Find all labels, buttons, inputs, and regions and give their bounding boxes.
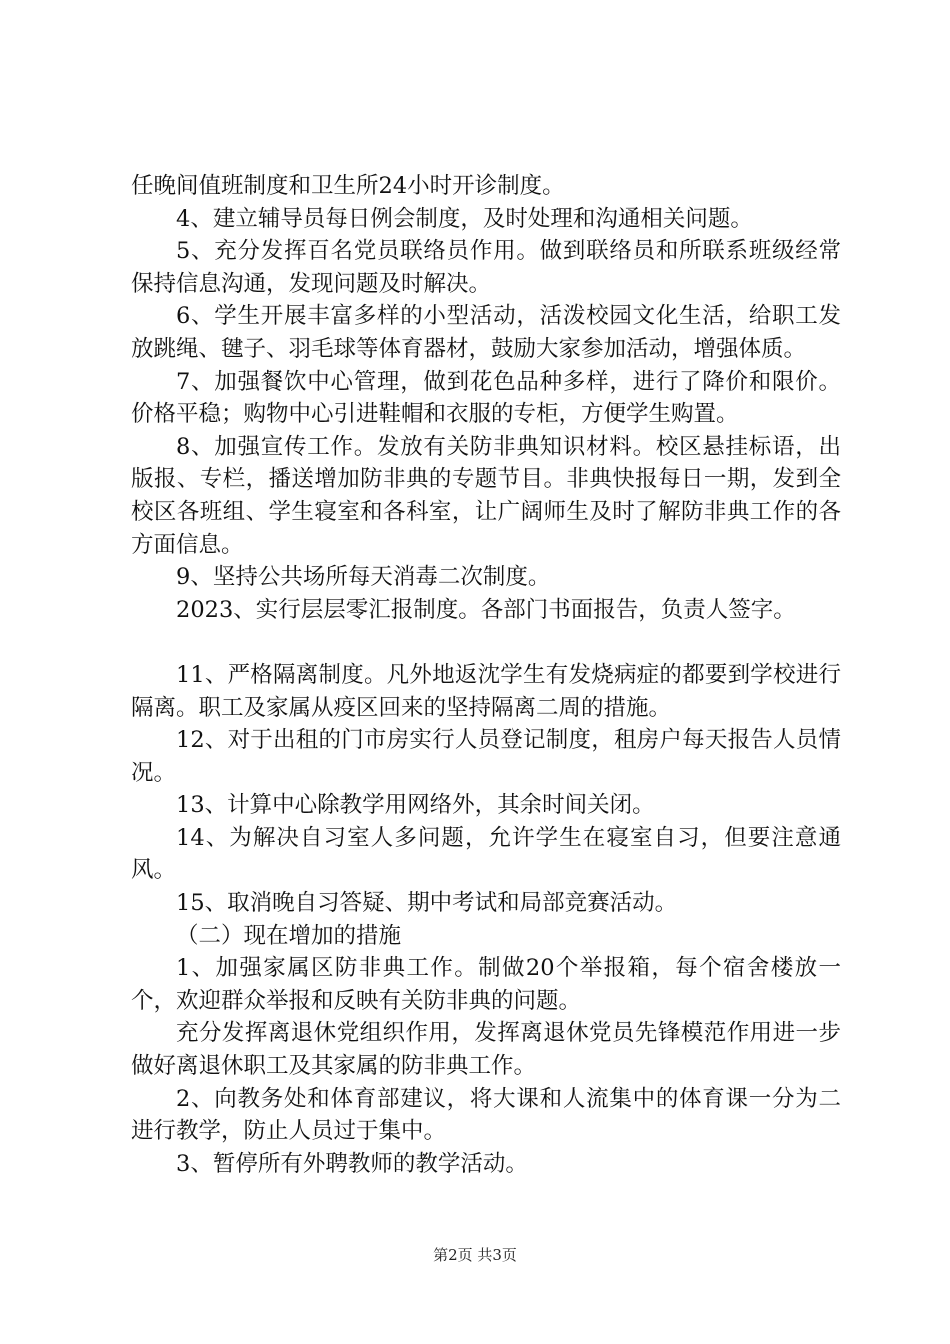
paragraph-12: 14、为解决自习室人多问题，允许学生在寝室自习，但要注意通风。 — [131, 824, 841, 884]
paragraph-5: 7、加强餐饮中心管理，做到花色品种多样，进行了降价和限价。价格平稳；购物中心引进鞋帽和衣服的专柜，方便学生购置。 — [131, 368, 841, 428]
paragraph-11: 13、计算中心除教学用网络外，其余时间关闭。 — [176, 792, 655, 819]
paragraph-10: 12、对于出租的门市房实行人员登记制度，租房户每天报告人员情况。 — [131, 727, 841, 786]
paragraph-6: 8、加强宣传工作。发放有关防非典知识材料。校区悬挂标语，出版报、专栏，播送增加防非典的专题节目。非典快报每日一期，发到全校区各班组、学生寝室和各科室，让广阔师生及时了解防非典工作的各方面信息。 — [131, 433, 841, 558]
paragraph-15: 1、加强家属区防非典工作。制做20个举报箱，每个宿舍楼放一个，欢迎群众举报和反映有关防非典的问题。 — [131, 955, 841, 1014]
paragraph-13: 15、取消晚自习答疑、期中考试和局部竞赛活动。 — [176, 890, 678, 917]
page-number-footer: 第2页 共3页 — [433, 1246, 517, 1264]
paragraph-7: 9、坚持公共场所每天消毒二次制度。 — [176, 564, 551, 591]
paragraph-4: 6、学生开展丰富多样的小型活动，活泼校园文化生活，给职工发放跳绳、毽子、羽毛球等体育器材，鼓励大家参加活动，增强体质。 — [131, 303, 841, 362]
paragraph-8: 2023、实行层层零汇报制度。各部门书面报告，负责人签字。 — [176, 596, 796, 623]
paragraph-1: 任晚间值班制度和卫生所24小时开诊制度。 — [131, 173, 565, 199]
section-heading: （二）现在增加的措施 — [176, 922, 402, 949]
paragraph-16: 充分发挥离退休党组织作用，发挥离退休党员先锋模范作用进一步做好离退休职工及其家属的防非典工作。 — [131, 1020, 841, 1080]
document-body — [131, 170, 841, 1180]
paragraph-2: 4、建立辅导员每日例会制度，及时处理和沟通相关问题。 — [176, 205, 753, 232]
paragraph-17: 2、向教务处和体育部建议，将大课和人流集中的体育课一分为二进行教学，防止人员过于集中。 — [131, 1085, 841, 1145]
paragraph-18: 3、暂停所有外聘教师的教学活动。 — [176, 1150, 528, 1177]
paragraph-9: 11、严格隔离制度。凡外地返沈学生有发烧病症的都要到学校进行隔离。职工及家属从疫区回来的坚持隔离二周的措施。 — [131, 661, 841, 721]
paragraph-3: 5、充分发挥百名党员联络员作用。做到联络员和所联系班级经常保持信息沟通，发现问题及时解决。 — [131, 238, 841, 297]
